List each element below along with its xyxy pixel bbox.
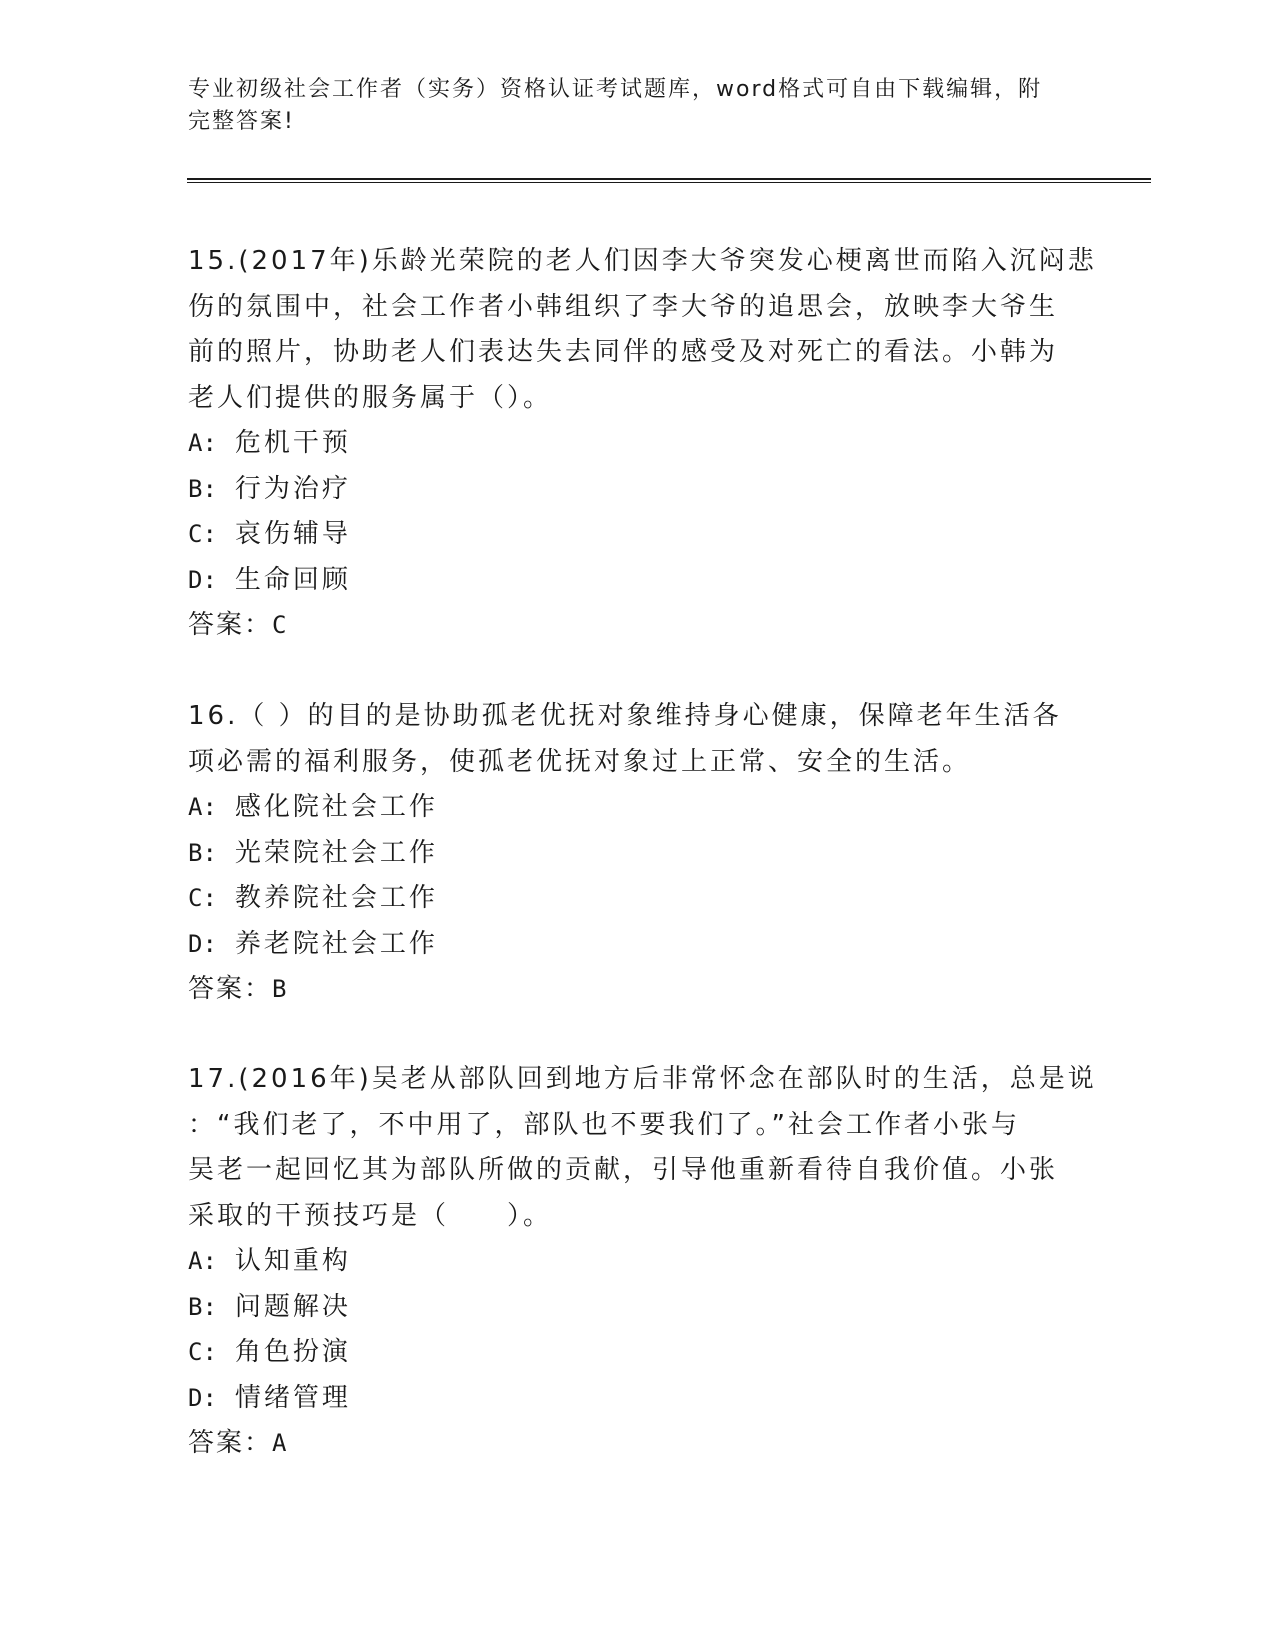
question-stem [188, 1057, 1097, 1239]
option-letter: B: [188, 474, 217, 503]
stem-line: 老人们提供的服务属于（）。 [188, 382, 553, 413]
option-letter: C: [188, 884, 217, 912]
option-letter: C: [188, 1338, 217, 1366]
question-stem [188, 239, 1097, 421]
answer-label: 答案： [188, 974, 273, 1004]
option-text: 光荣院社会工作 [234, 837, 438, 868]
option-a [188, 785, 1088, 831]
answer [188, 603, 1088, 649]
stem-line: 16.（ ）的目的是协助孤老优抚对象维持身心健康，保障老年生活各 [188, 701, 1062, 731]
option-b [188, 1285, 1088, 1331]
stem-line: 17.(2016年)吴老从部队回到地方后非常怀念在部队时的生活，总是说 [188, 1064, 1097, 1094]
option-a [188, 421, 1088, 467]
option-letter: B: [188, 838, 217, 867]
option-text: 危机干预 [234, 428, 351, 458]
option-letter: D: [188, 929, 217, 958]
option-text: 情绪管理 [234, 1382, 351, 1413]
option-letter: A: [188, 429, 217, 457]
question-16 [188, 694, 1088, 1013]
question-15 [188, 239, 1097, 649]
option-b [188, 831, 1088, 877]
option-text: 哀伤辅导 [234, 519, 351, 549]
stem-line: 前的照片，协助老人们表达失去同伴的感受及对死亡的看法。小韩为 [188, 337, 1059, 367]
option-c [188, 512, 1088, 558]
stem-line: ：“我们老了，不中用了，部队也不要我们了。”社会工作者小张与 [188, 1109, 1020, 1140]
question-stem [188, 694, 1088, 785]
document-header [188, 74, 1068, 138]
option-b [188, 467, 1088, 513]
option-text: 感化院社会工作 [234, 792, 438, 822]
stem-line: 采取的干预技巧是（ ）。 [188, 1200, 553, 1231]
option-letter: B: [188, 1292, 217, 1321]
header-divider-thick [187, 178, 1151, 180]
answer-label: 答案： [188, 1428, 273, 1458]
header-line-1: 专业初级社会工作者（实务）资格认证考试题库，word格式可自由下载编辑，附 [188, 77, 1043, 102]
option-letter: A: [188, 1247, 217, 1275]
stem-line: 伤的氛围中，社会工作者小韩组织了李大爷的追思会，放映李大爷生 [188, 291, 1059, 322]
option-letter: D: [188, 565, 217, 594]
option-d [188, 558, 1088, 604]
option-d [188, 1376, 1088, 1422]
answer [188, 967, 1088, 1013]
option-text: 角色扮演 [234, 1337, 351, 1367]
option-c [188, 876, 1088, 922]
answer-value: A [272, 1429, 289, 1457]
stem-line: 吴老一起回忆其为部队所做的贡献，引导他重新看待自我价值。小张 [188, 1155, 1059, 1185]
option-d [188, 922, 1088, 968]
question-17 [188, 1057, 1097, 1467]
option-text: 问题解决 [234, 1291, 351, 1322]
stem-line: 15.(2017年)乐龄光荣院的老人们因李大爷突发心梗离世而陷入沉闷悲 [188, 246, 1097, 276]
option-text: 生命回顾 [234, 564, 351, 595]
option-text: 行为治疗 [234, 473, 351, 504]
option-c [188, 1330, 1088, 1376]
option-letter: C: [188, 520, 217, 548]
option-text: 养老院社会工作 [234, 928, 438, 959]
header-line-2: 完整答案! [188, 109, 295, 134]
option-text: 教养院社会工作 [234, 883, 438, 913]
option-a [188, 1239, 1088, 1285]
option-letter: D: [188, 1383, 217, 1412]
answer-value: C [272, 611, 289, 639]
answer-value: B [272, 975, 289, 1003]
answer [188, 1421, 1088, 1467]
option-text: 认知重构 [234, 1246, 351, 1276]
answer-label: 答案： [188, 610, 273, 640]
header-divider-thin [187, 182, 1151, 183]
option-letter: A: [188, 793, 217, 821]
stem-line: 项必需的福利服务，使孤老优抚对象过上正常、安全的生活。 [188, 746, 972, 777]
